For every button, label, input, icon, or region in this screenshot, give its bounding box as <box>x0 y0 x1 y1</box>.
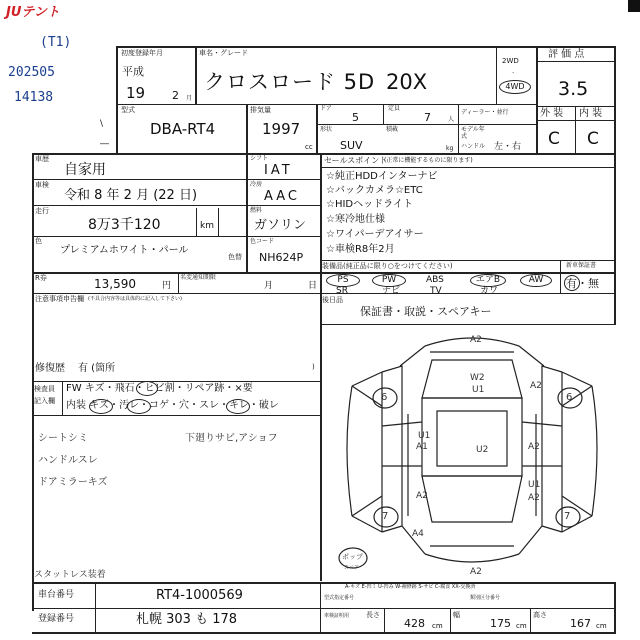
inspect-circle-1 <box>136 381 158 396</box>
doors: 5 <box>352 111 359 124</box>
equipment-label: 装備品(純正品に限り○をつけてください) <box>322 262 453 270</box>
type-mark-1: \ <box>100 119 104 129</box>
sales-point-2: ☆バックカメラ☆ETC <box>326 185 423 196</box>
km-unit: km <box>200 221 214 231</box>
mark-6-right: 6 <box>566 392 573 403</box>
width-unit: cm <box>516 622 527 630</box>
equip-navi: ナビ <box>382 286 401 296</box>
mark-a2-left-low: A2 <box>416 491 428 501</box>
door-label: ドア <box>320 105 332 112</box>
length-label: 長さ <box>366 611 380 619</box>
displacement: 1997 <box>262 120 301 138</box>
int-label: 内 装 <box>579 108 603 119</box>
kg-unit: kg <box>446 145 454 152</box>
mileage-label: 走行 <box>35 207 49 215</box>
handwritten-note-3: ドアミラーキズ <box>38 477 108 488</box>
length-unit: cm <box>432 622 443 630</box>
mark-a2-right-mid: A2 <box>528 442 540 452</box>
inspect-label-2: 記入欄 <box>34 397 55 405</box>
mileage: 8万3千120 <box>88 217 161 233</box>
type-label: 型式 <box>121 106 135 114</box>
eval-score: 3.5 <box>558 78 589 100</box>
drive-4wd-circled: 4WD <box>499 80 531 94</box>
reg-month-unit: 月 <box>186 95 193 102</box>
equip-leather: カワ <box>480 286 499 296</box>
day-unit: 日 <box>308 281 318 291</box>
inspect-circle-4 <box>226 399 250 414</box>
shift: IAT <box>264 163 293 178</box>
mark-rear-a2: A2 <box>470 567 482 577</box>
corner-mark <box>628 0 640 12</box>
color-code: NH624P <box>259 251 304 264</box>
ext-grade: C <box>548 129 560 149</box>
stamp-line-3: 14138 <box>14 90 54 105</box>
inspection-label: 車検 <box>35 181 49 189</box>
warranty: 有・無 <box>566 277 599 290</box>
model-code: DBA-RT4 <box>150 120 216 138</box>
km-divider <box>196 208 197 236</box>
notes-label: 注意事項申告欄 <box>35 295 84 303</box>
capacity: 7 <box>424 111 431 124</box>
inspect-row-2: 内装 キズ・汚レ・コゲ・穴・スレ・キレ・破レ <box>66 400 279 411</box>
reg-year: 19 <box>126 84 146 102</box>
width: 175 <box>490 617 511 630</box>
equip-sr: SR <box>336 286 348 296</box>
type-mark-2: ― <box>100 139 109 149</box>
reg-label: 初度登録年月 <box>121 49 163 57</box>
stamp-line-2: 202505 <box>8 65 55 80</box>
sales-point-4: ☆寒冷地仕様 <box>326 214 385 225</box>
history-label: 車歴 <box>35 155 49 163</box>
reg-month: 2 <box>172 89 179 102</box>
length: 428 <box>404 617 425 630</box>
grade: 20X <box>386 70 428 94</box>
plate: 札幌 303 も 178 <box>136 612 238 627</box>
drive-dot: · <box>512 69 515 77</box>
capacity-label: 定員 <box>388 105 401 112</box>
inspect-label-1: 検査員 <box>34 385 55 393</box>
mark-front-a2: A2 <box>470 335 482 345</box>
dealer-label: ディーラー・並行 <box>461 109 509 116</box>
ac-label: 冷房 <box>250 181 263 188</box>
brand-logo: JUテント <box>6 5 60 20</box>
handwritten-note-1: シートシミ <box>38 433 88 444</box>
car-diagram <box>322 326 614 582</box>
body: SUV <box>340 139 363 152</box>
load-label: 積載 <box>386 126 399 133</box>
name-change-label: 名変通知期限 <box>180 274 217 281</box>
handwritten-note-5: スタットレス装着 <box>34 570 106 580</box>
cert-label: 車検証明用 <box>324 613 350 619</box>
color-label: 色 <box>35 237 42 245</box>
eval-label: 評 価 点 <box>548 49 585 60</box>
equip-airbag: エアB <box>470 274 506 287</box>
plate-label: 登録番号 <box>38 614 75 624</box>
width-label: 幅 <box>453 611 460 619</box>
handwritten-note-2: ハンドルスレ <box>38 455 98 466</box>
inspect-circle-2 <box>89 399 113 414</box>
category-label: 類別区分番号 <box>470 595 501 601</box>
mark-w2: W2 <box>470 373 485 383</box>
equip-abs: ABS <box>426 275 444 285</box>
sales-divider <box>320 167 614 168</box>
mark-7-left: 7 <box>382 511 389 522</box>
equip-aw: AW <box>520 274 552 287</box>
notes-hint: (不具合内容等は具体的に記入して下さい) <box>88 296 182 302</box>
equip-pw: PW <box>372 274 406 287</box>
height-unit: cm <box>596 622 607 630</box>
sales-point-6: ☆車検R8年2月 <box>326 244 395 255</box>
repair-value: 有 (箇所 <box>78 363 116 374</box>
after-items: 保証書・取説・スペアキー <box>360 305 492 318</box>
month-unit: 月 <box>264 281 274 291</box>
yen-unit: 円 <box>162 281 172 291</box>
drive-2wd: 2WD <box>502 57 519 65</box>
stamp-line-1: (T1) <box>40 35 72 50</box>
sales-point-5: ☆ワイパーデアイサー <box>326 229 424 240</box>
sales-title: セールスポイント <box>324 156 388 165</box>
repair-close: ) <box>312 363 315 371</box>
height-label: 高さ <box>533 611 547 619</box>
sales-point-3: ☆HIDヘッドライト <box>326 199 413 210</box>
height: 167 <box>570 617 591 630</box>
mark-u1-roof: U1 <box>472 385 485 395</box>
mark-a2-right-top: A2 <box>530 381 542 391</box>
new-car-label: 新車保証書 <box>566 262 597 269</box>
mark-a1-left: A1 <box>416 442 428 452</box>
inspect-row-1: FW キズ・飛石・ヒビ割・リペア跡・×要 <box>66 383 253 394</box>
ext-label: 外 装 <box>540 108 564 119</box>
mark-7-right: 7 <box>564 511 571 522</box>
handle-label: ハンドル <box>461 143 486 150</box>
color: プレミアムホワイト・パール <box>60 245 189 256</box>
fuel: ガソリン <box>254 218 307 233</box>
shift-label: シフト <box>250 155 269 162</box>
int-grade: C <box>587 129 599 149</box>
inspection: 令和 8 年 2 月 (22 日) <box>64 188 198 203</box>
color-code-label: 色コード <box>250 238 275 245</box>
repair: 修復歴 <box>35 363 65 374</box>
history: 自家用 <box>64 162 106 178</box>
pop-label: ポップ <box>342 553 363 561</box>
after-label: 後日品 <box>322 296 343 304</box>
color-change: 色替 <box>228 253 242 261</box>
ac: AAC <box>264 189 300 204</box>
body-label: 形状 <box>320 126 333 133</box>
recycle-label: R券 <box>35 274 47 282</box>
sales-point-1: ☆純正HDDインターナビ <box>326 171 438 182</box>
equip-tv: TV <box>430 286 442 296</box>
mark-u2-center: U2 <box>476 445 489 455</box>
cc-unit: cc <box>305 143 313 151</box>
chassis-label: 車台番号 <box>38 590 75 600</box>
mark-u1-left: U1 <box>418 431 431 441</box>
recycle: 13,590 <box>94 277 136 291</box>
equip-ps: PS <box>326 274 360 287</box>
chassis: RT4-1000569 <box>156 588 243 603</box>
km-divider-2 <box>218 208 219 236</box>
mark-a2-right-low: A2 <box>528 493 540 503</box>
damage-legend: A-キズ E-凹ミ U-凹み W-補修跡 S-サビ C-腐食 XX-交換済 <box>345 584 476 590</box>
fuel-label: 燃料 <box>250 207 263 214</box>
warranty-circle <box>564 275 580 291</box>
mark-u1-right-low: U1 <box>528 480 541 490</box>
era-label: 平成 <box>122 65 144 78</box>
inspect-circle-3 <box>127 399 151 414</box>
handle: 左・右 <box>494 142 522 152</box>
handwritten-note-4: 下廻りサビ,アショフ <box>185 433 278 444</box>
mark-6-left: 6 <box>381 392 388 403</box>
person-unit: 人 <box>448 116 455 123</box>
model-year-label: モデル年式 <box>461 126 485 140</box>
name-label: 車名・グレード <box>199 49 248 57</box>
spare-label: スペア <box>344 565 360 571</box>
spec-label: 型式指定番号 <box>324 595 355 601</box>
displacement-label: 排気量 <box>250 106 271 114</box>
mark-a4: A4 <box>412 529 424 539</box>
car-name: クロスロード 5D <box>204 70 376 94</box>
sales-note: (正常に機能するものに限ります) <box>384 157 473 164</box>
